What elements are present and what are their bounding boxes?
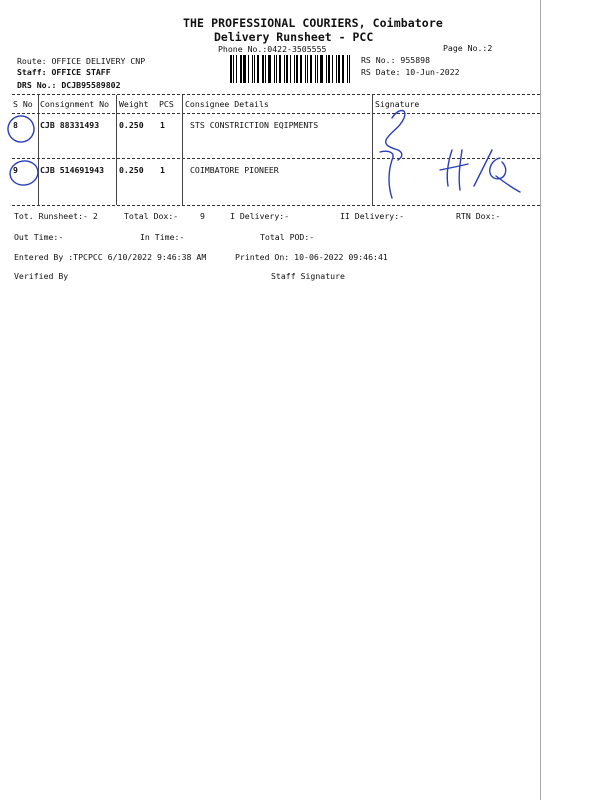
row2-consignment: CJB 514691943 (40, 165, 105, 175)
route-text: Route: OFFICE DELIVERY CNP (17, 56, 146, 66)
row1-consignee: STS CONSTRICTION EQIPMENTS (190, 120, 319, 130)
rs-number: RS No.: 955898 (361, 55, 431, 65)
signature-stroke-5 (490, 158, 520, 192)
total-dox-value: 9 (200, 211, 205, 221)
row1-weight: 0.250 (119, 120, 144, 130)
row2-sno: 9 (13, 165, 18, 175)
staff-text: Staff: OFFICE STAFF (17, 67, 111, 77)
entered-by: Entered By :TPCPCC 6/10/2022 9:46:38 AM (14, 252, 207, 262)
verified-by: Verified By (14, 271, 69, 281)
tot-runsheet: Tot. Runsheet:- 2 (14, 211, 98, 221)
staff-signature-label: Staff Signature (271, 271, 345, 281)
total-dox-label: Total Dox:- (124, 211, 179, 221)
drs-number: DRS No.: DCJB95589802 (17, 80, 121, 90)
phone-number: Phone No.:0422-3505555 (218, 44, 327, 54)
runsheet-subtitle: Delivery Runsheet - PCC (214, 30, 374, 44)
row2-circle-mark (8, 159, 40, 187)
printed-on: Printed On: 10-06-2022 09:46:41 (235, 252, 388, 262)
signature-stroke-4 (474, 150, 492, 186)
i-delivery: I Delivery:- (230, 211, 290, 221)
row1-pcs: 1 (160, 120, 165, 130)
page-number: Page No.:2 (443, 43, 493, 53)
signature-stroke-1 (386, 111, 405, 161)
header-weight: Weight (119, 99, 149, 109)
rs-date: RS Date: 10-Jun-2022 (361, 67, 460, 77)
row1-consignment: CJB 88331493 (40, 120, 100, 130)
row2-consignee: COIMBATORE PIONEER (190, 165, 279, 175)
header-pcs: PCS (159, 99, 174, 109)
signature-stroke-2 (380, 151, 393, 198)
header-sno: S No (13, 99, 33, 109)
rtn-dox: RTN Dox:- (456, 211, 501, 221)
row1-circle-mark (5, 113, 37, 145)
row2-weight: 0.250 (119, 165, 144, 175)
header-consignment: Consignment No (40, 99, 110, 109)
in-time: In Time:- (140, 232, 185, 242)
ii-delivery: II Delivery:- (340, 211, 405, 221)
company-title: THE PROFESSIONAL COURIERS, Coimbatore (183, 16, 443, 30)
signature-stroke-3 (440, 150, 468, 190)
total-pod: Total POD:- (260, 232, 315, 242)
row2-pcs: 1 (160, 165, 165, 175)
out-time: Out Time:- (14, 232, 64, 242)
row1-sno: 8 (13, 120, 18, 130)
header-signature: Signature (375, 99, 420, 109)
header-consignee: Consignee Details (185, 99, 269, 109)
